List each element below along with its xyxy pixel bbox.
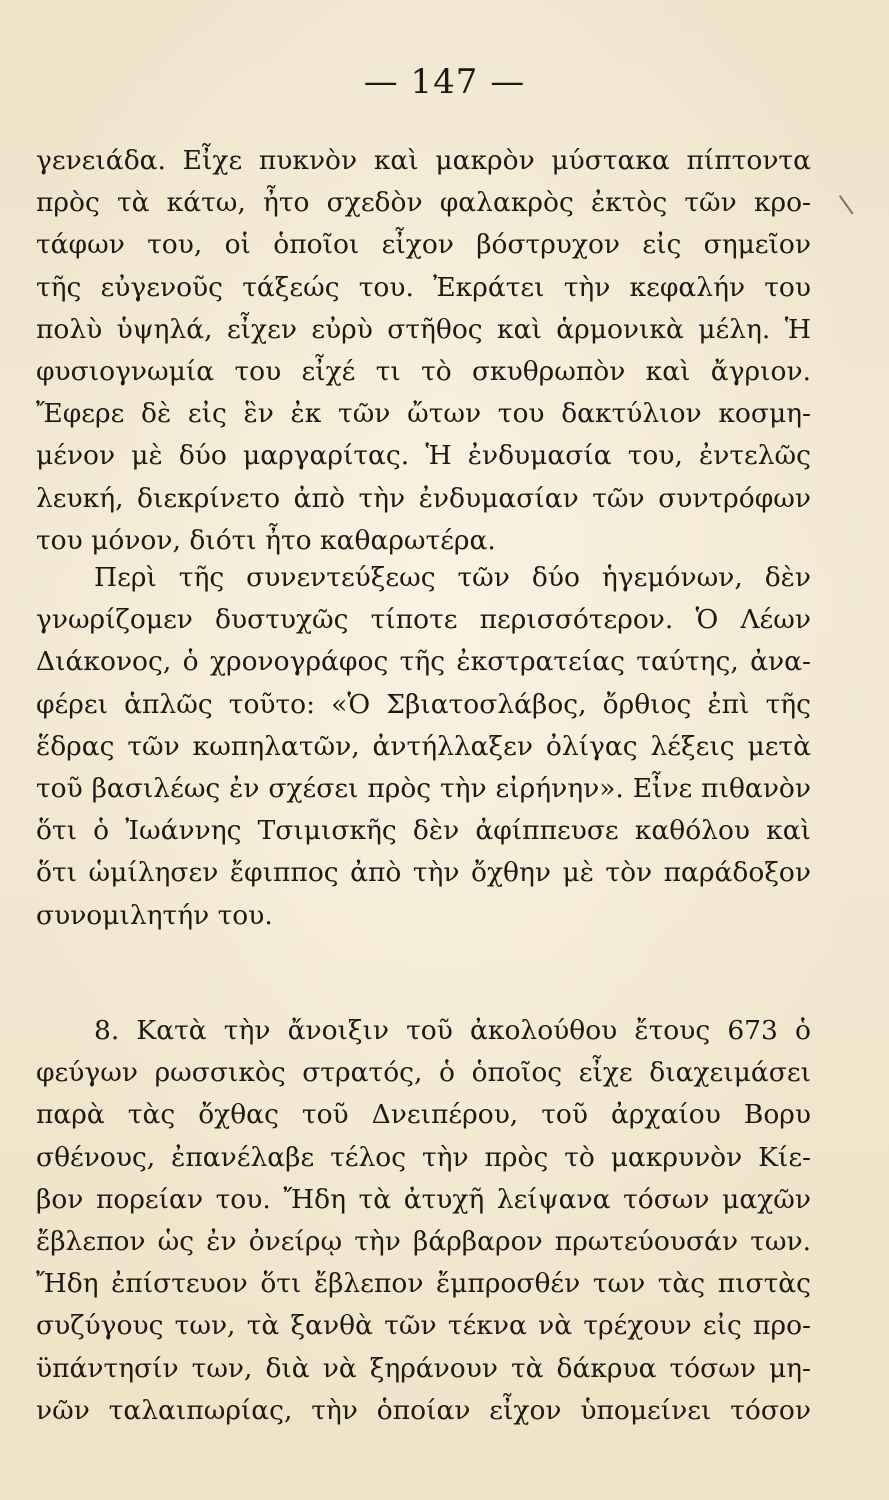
text-line: παρὰ τὰς ὄχθας τοῦ Δνειπέρου, τοῦ ἀρχαίου Βορυ	[36, 1099, 811, 1131]
text-line: του μόνον, διότι ἦτο καθαρωτέρα.	[36, 524, 496, 556]
text-line: ὅτι ὡμίλησεν ἔφιππος ἀπὸ τὴν ὄχθην μὲ τὸν παράδοξον	[36, 857, 811, 889]
text-line: γνωρίζομεν δυστυχῶς τίποτε περισσότερον. Ὁ Λέων	[36, 604, 811, 636]
text-line: λευκή, διεκρίνετο ἀπὸ τὴν ἐνδυμασίαν τῶν συντρόφων	[36, 482, 811, 514]
text-line: βον πορείαν του. Ἤδη τὰ ἀτυχῆ λείψανα τόσων μαχῶν	[36, 1183, 811, 1215]
text-line: σθένους, ἐπανέλαβε τέλος τὴν πρὸς τὸ μακρυνὸν Κίε-	[36, 1141, 811, 1173]
paragraph-2	[36, 557, 811, 937]
text-line: μένον μὲ δύο μαργαρίτας. Ἡ ἐνδυμασία του, ἐντελῶς	[36, 440, 811, 472]
text-line: νῶν ταλαιπωρίας, τὴν ὁποίαν εἶχον ὑπομείνει τόσον	[36, 1394, 811, 1426]
text-line: ϋπάντησίν των, διὰ νὰ ξηράνουν τὰ δάκρυα τόσων μη-	[36, 1352, 811, 1384]
text-line: τῆς εὐγενοῦς τάξεώς του. Ἐκράτει τὴν κεφαλήν του	[36, 271, 811, 303]
text-line: συνομιλητήν του.	[36, 899, 273, 931]
text-line: γενειάδα. Εἶχε πυκνὸν καὶ μακρὸν μύστακα πίπτοντα	[36, 145, 811, 176]
text-line: ἔβλεπον ὡς ἐν ὀνείρῳ τὴν βάρβαρον πρωτεύουσάν των.	[36, 1225, 811, 1257]
text-line: ὅτι ὁ Ἰωάννης Τσιμισκῆς δὲν ἀφίππευσε καθόλου καὶ	[36, 815, 811, 847]
text-line: φέρει ἁπλῶς τοῦτο: «Ὁ Σβιατοσλάβος, ὄρθιος ἐπὶ τῆς	[36, 688, 811, 720]
text-line: Ἔφερε δὲ εἰς ἓν ἐκ τῶν ὤτων του δακτύλιον κοσμη-	[36, 398, 811, 430]
paragraph-1	[36, 140, 811, 562]
text-line: ἕδρας τῶν κωπηλατῶν, ἀντήλλαξεν ὀλίγας λέξεις μετὰ	[36, 730, 811, 762]
text-line: πρὸς τὰ κάτω, ἦτο σχεδὸν φαλακρὸς ἐκτὸς τῶν κρο-	[36, 187, 811, 219]
page-number: — 147 —	[363, 62, 526, 102]
text-line: συζύγους των, τὰ ξανθὰ τῶν τέκνα νὰ τρέχουν εἰς προ-	[36, 1310, 811, 1342]
text-line: τοῦ βασιλέως ἐν σχέσει πρὸς τὴν εἰρήνην». Εἶνε πιθανὸν	[36, 772, 811, 804]
paragraph-3	[36, 1010, 811, 1432]
margin-pencil-mark: \	[837, 189, 856, 221]
text-line: Ἤδη ἐπίστευον ὅτι ἔβλεπον ἔμπροσθέν των τὰς πιστὰς	[36, 1268, 811, 1300]
text-line: φεύγων ρωσσικὸς στρατός, ὁ ὁποῖος εἶχε διαχειμάσει	[36, 1057, 811, 1089]
text-line: Διάκονος, ὁ χρονογράφος τῆς ἐκστρατείας ταύτης, ἀνα-	[36, 646, 811, 678]
text-line: πολὺ ὑψηλά, εἶχεν εὐρὺ στῆθος καὶ ἁρμονικὰ μέλη. Ἡ	[36, 313, 811, 345]
text-line: τάφων του, οἱ ὁποῖοι εἶχον βόστρυχον εἰς σημεῖον	[36, 229, 811, 261]
text-line: 8. Κατὰ τὴν ἄνοιξιν τοῦ ἀκολούθου ἔτους 673 ὁ	[94, 1015, 811, 1046]
text-line: Περὶ τῆς συνεντεύξεως τῶν δύο ἡγεμόνων, δὲν	[94, 562, 811, 593]
text-line: φυσιογνωμία του εἶχέ τι τὸ σκυθρωπὸν καὶ ἄγριον.	[36, 355, 811, 387]
